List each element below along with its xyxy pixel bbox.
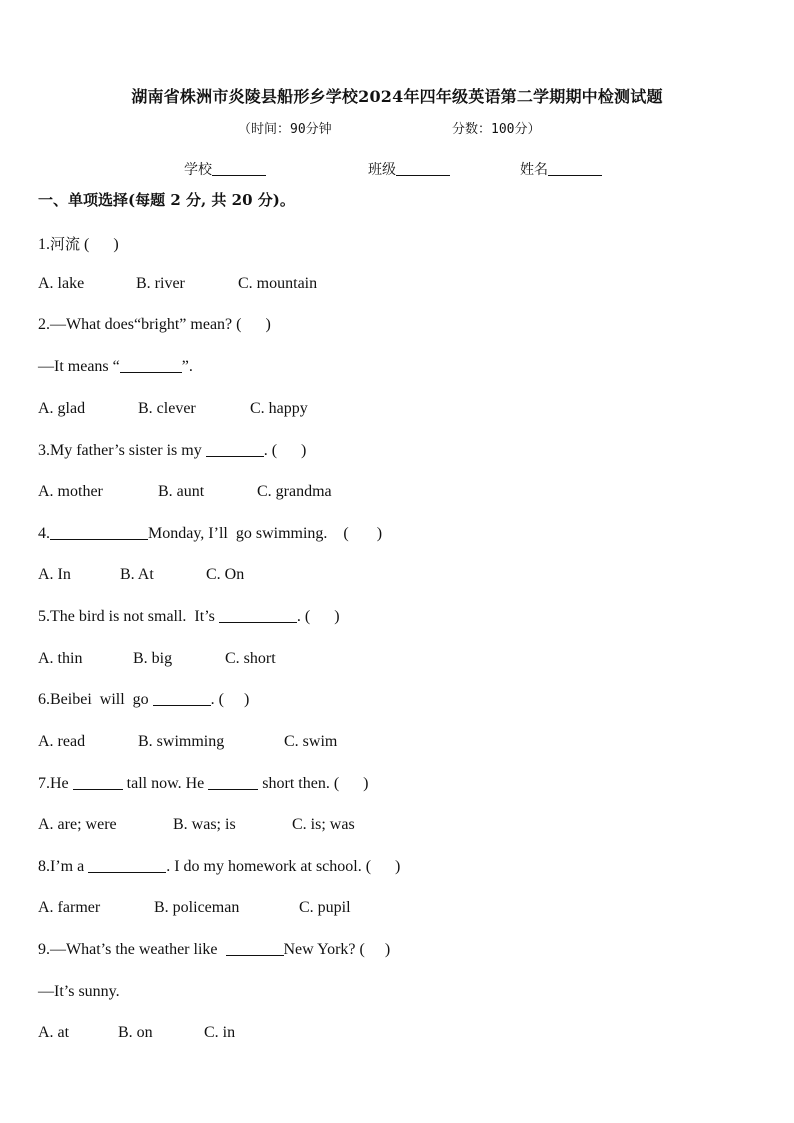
q7-option-b[interactable]: B. was; is: [173, 816, 236, 833]
q5-option-c[interactable]: C. short: [225, 650, 276, 667]
q9-text-start: 9.—What’s the weather like: [38, 941, 226, 958]
exam-score: 分数：100分）: [452, 122, 541, 137]
name-label: 姓名: [520, 162, 548, 178]
q2-sub-start: —It means “: [38, 358, 120, 375]
q9-option-b[interactable]: B. on: [118, 1024, 153, 1041]
school-blank[interactable]: [212, 161, 266, 176]
name-blank[interactable]: [548, 161, 602, 176]
q8-text-end: . I do my homework at school. ( ): [166, 858, 401, 875]
name-field: [520, 159, 602, 179]
q5-text-end: . ( ): [296, 608, 340, 625]
q2-options: [38, 400, 308, 418]
school-field: [184, 159, 266, 179]
question-7: [38, 775, 368, 793]
q5-blank[interactable]: [219, 608, 297, 623]
class-label: 班级: [368, 162, 396, 178]
q3-option-a[interactable]: A. mother: [38, 483, 103, 500]
q4-text: Monday, I’ll go swimming. ( ): [148, 525, 383, 542]
q1-option-b[interactable]: B. river: [136, 275, 185, 292]
q8-option-c[interactable]: C. pupil: [299, 899, 351, 916]
q7-text-start: 7.He: [38, 775, 73, 792]
q2-sub: [38, 358, 193, 376]
q2-option-c[interactable]: C. happy: [250, 400, 308, 417]
q1-word: 河流: [50, 235, 81, 253]
q4-number: 4.: [38, 525, 50, 542]
q8-option-b[interactable]: B. policeman: [154, 899, 240, 916]
q6-option-c[interactable]: C. swim: [284, 733, 338, 750]
q3-text-start: 3.My father’s sister is my: [38, 442, 206, 459]
q6-text-start: 6.Beibei will go: [38, 691, 153, 708]
q7-blank-1[interactable]: [73, 775, 123, 790]
q5-text-start: 5.The bird is not small. It’s: [38, 608, 219, 625]
q7-option-c[interactable]: C. is; was: [292, 816, 355, 833]
exam-time: （时间：90分钟: [238, 122, 332, 137]
q9-blank[interactable]: [226, 941, 284, 956]
q7-blank-2[interactable]: [208, 775, 258, 790]
q8-text-start: 8.I’m a: [38, 858, 89, 875]
q3-text-end: . ( ): [263, 442, 307, 459]
q4-option-a[interactable]: A. In: [38, 566, 71, 583]
q6-text-end: . ( ): [210, 691, 250, 708]
q6-options: [38, 733, 337, 751]
q5-option-b[interactable]: B. big: [133, 650, 173, 667]
question-3: [38, 442, 306, 460]
class-field: [368, 159, 450, 179]
q7-options: [38, 816, 355, 834]
q9-options: [38, 1024, 235, 1042]
q2-sub-end: ”.: [181, 358, 193, 375]
q1-option-c[interactable]: C. mountain: [238, 275, 318, 292]
exam-title: 湖南省株洲市炎陵县船形乡学校2024年四年级英语第二学期期中检测试题: [131, 87, 663, 106]
q9-option-a[interactable]: A. at: [38, 1024, 70, 1041]
q2-blank[interactable]: [120, 358, 182, 373]
q2-option-a[interactable]: A. glad: [38, 400, 86, 417]
q4-blank[interactable]: [50, 525, 148, 540]
q7-text-middle: tall now. He: [122, 775, 209, 792]
q8-option-a[interactable]: A. farmer: [38, 899, 101, 916]
q1-options: [38, 275, 317, 293]
q8-options: [38, 899, 351, 917]
q7-option-a[interactable]: A. are; were: [38, 816, 117, 833]
q9-sub: —It’s sunny.: [38, 983, 120, 1000]
q3-option-c[interactable]: C. grandma: [257, 483, 332, 500]
q3-blank[interactable]: [206, 442, 264, 457]
q1-option-a[interactable]: A. lake: [38, 275, 85, 292]
q3-option-b[interactable]: B. aunt: [158, 483, 205, 500]
q6-option-a[interactable]: A. read: [38, 733, 86, 750]
school-label: 学校: [184, 162, 212, 178]
q2-option-b[interactable]: B. clever: [138, 400, 196, 417]
q1-answer-paren[interactable]: ( ): [80, 236, 119, 253]
q8-blank[interactable]: [88, 858, 166, 873]
q6-option-b[interactable]: B. swimming: [138, 733, 225, 750]
q6-blank[interactable]: [153, 691, 211, 706]
question-1: [38, 233, 119, 254]
section-heading: 一、单项选择(每题 2 分, 共 20 分)。: [38, 191, 295, 209]
q4-options: [38, 566, 244, 584]
q5-options: [38, 650, 276, 668]
q7-text-end: short then. ( ): [258, 775, 369, 792]
question-8: [38, 858, 400, 876]
question-4: [38, 525, 382, 543]
question-6: [38, 691, 249, 709]
q4-option-b[interactable]: B. At: [120, 566, 154, 583]
question-5: [38, 608, 340, 626]
question-2: 2.—What does“bright” mean? ( ): [38, 316, 271, 333]
q5-option-a[interactable]: A. thin: [38, 650, 83, 667]
q4-option-c[interactable]: C. On: [206, 566, 245, 583]
q9-text-end: New York? ( ): [283, 941, 391, 958]
question-9: [38, 941, 390, 959]
class-blank[interactable]: [396, 161, 450, 176]
q1-number: 1.: [38, 236, 50, 253]
q9-option-c[interactable]: C. in: [204, 1024, 236, 1041]
q3-options: [38, 483, 332, 501]
